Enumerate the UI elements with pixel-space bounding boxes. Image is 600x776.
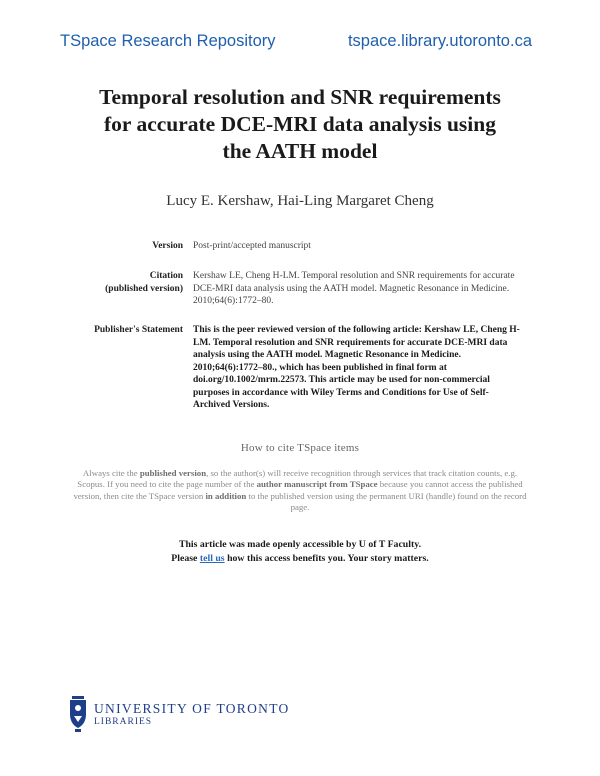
- title-line: Temporal resolution and SNR requirements: [99, 85, 501, 109]
- title-line: the AATH model: [222, 139, 378, 163]
- notice-text: Always cite the: [82, 468, 140, 478]
- document-title: [60, 84, 540, 165]
- open-access-text: how this access benefits you. Your story matters.: [224, 552, 429, 564]
- tell-us-link[interactable]: tell us: [199, 552, 225, 564]
- university-crest-icon: [68, 694, 88, 734]
- repository-url-link[interactable]: tspace.library.utoronto.ca: [347, 32, 532, 50]
- university-logo: [68, 694, 290, 734]
- notice-bold: published version: [139, 468, 207, 478]
- repository-name: TSpace Research Repository: [60, 32, 276, 50]
- open-access-line: This article was made openly accessible by U of T Faculty.: [178, 539, 422, 550]
- notice-text: because you cannot access the published version, then cite the TSpace version: [73, 479, 523, 501]
- notice-bold: in addition: [205, 490, 247, 501]
- title-line: for accurate DCE-MRI data analysis using: [104, 112, 496, 136]
- version-label: Version: [152, 241, 183, 251]
- notice-text: , so the author(s) will receive recognition through services that track citation counts, e.g. Scopus. If you need to cite the page number of the: [77, 468, 518, 490]
- how-to-cite-heading: How to cite TSpace items: [240, 442, 360, 454]
- notice-bold: author manuscript from TSpace: [256, 479, 378, 490]
- citation-label: [60, 270, 193, 308]
- open-access-text: Please: [171, 552, 200, 564]
- authors: Lucy E. Kershaw, Hai-Ling Margaret Cheng: [166, 193, 434, 209]
- version-row: [60, 240, 520, 253]
- open-access-line: [60, 552, 540, 566]
- publisher-statement-row: [60, 324, 520, 412]
- logo-text: [94, 701, 290, 728]
- citation-label-line: (published version): [105, 283, 183, 294]
- citation-value: Kershaw LE, Cheng H-LM. Temporal resolution and SNR requirements for accurate DCE-MRI data analysis using the AATH model. Magnetic Resonance in Medicine. 2010;64(6):1772–80.: [193, 271, 515, 306]
- open-access-notice: [60, 538, 540, 565]
- citation-notice: [72, 468, 528, 513]
- version-value: Post-print/accepted manuscript: [193, 241, 311, 251]
- logo-libraries-name: LIBRARIES: [94, 716, 153, 727]
- citation-row: [60, 270, 520, 308]
- publisher-statement-label: Publisher's Statement: [94, 325, 183, 335]
- citation-label-line: Citation: [149, 271, 183, 281]
- page-header: [60, 32, 532, 51]
- notice-text: to the published version using the permanent URI (handle) found on the record page.: [246, 490, 527, 512]
- logo-university-name: UNIVERSITY OF TORONTO: [94, 700, 290, 716]
- publisher-statement-value: This is the peer reviewed version of the following article: Kershaw LE, Cheng H-LM. Temporal resolution and SNR requirements for accurate DCE-MRI data analysis using the AATH model. Magnetic Resonance in Medicine. 2010;64(6):1772–80., which has been published in final form at doi.org/10.1002/mrm.22573. This article may be used for non-commercial purposes in accordance with Wiley Terms and Conditions for Use of Self-Archived Versions.: [193, 325, 520, 410]
